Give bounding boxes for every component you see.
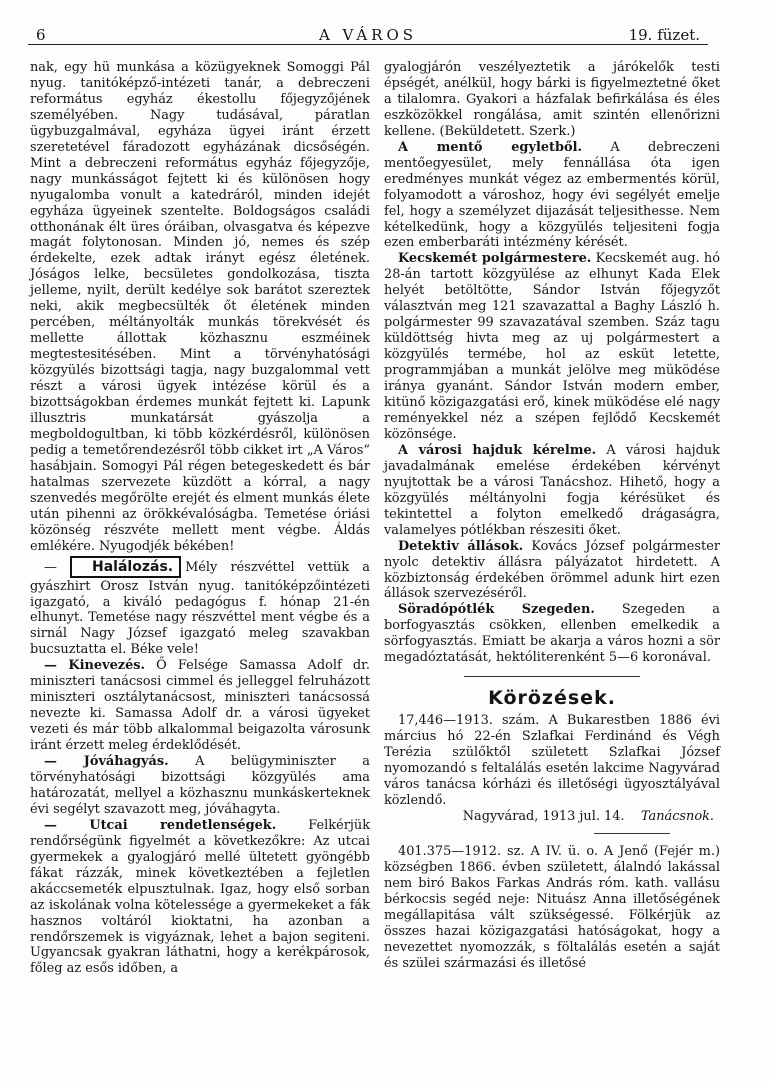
sorado-paragraph [384,602,720,666]
mento-heading: A mentő egyletből. [398,139,582,155]
page-header [28,22,708,45]
section-divider [464,676,640,677]
detektiv-text: Kovács József polgármester nyolc detektiv állásra pályázatot hirdetett. A közbiztonság érdekében örömmel adunk hirt ezen állások szervezéséről. [384,538,720,602]
obituary-somogyi: nak, egy hü munkása a közügyeknek Somoggi Pál nyug. tanitóképző-intézeti tanár, a debreczeni református egyház ékestollu főjegyzőjének személyében. Nagy tudásával, páratlan ügybuzgalmával, egyháza ügyei iránt érzett szeretetével fáradozott egyházának dicsőségén. Mint a debreczeni református egyház főjegyzője, nagy munkásságot fejtett ki és különösen hogy nyugalomba vonult a katedráról, minden idejét egyháza ügyeinek szentelte. Boldogságos családi otthonának élt üres óráiban, olvasgatva és képezve magát folytonosan. Minden jó, nemes és szép érdekelte, ezek adtak irányt egész életének. Jóságos lelke, becsületes gondolkozása, tiszta jelleme, nyilt, derült kedélye sok barátot szereztek neki, akik megbecsülték őt életének minden percében, méltányolták munkás törekvését és mellette állottak közhasznu eszméinek megtestesitésében. Mint a törvényhatósági közgyülés bizottsági tagja, nagy buzgalommal vett részt a városi ügyek intézése körül és a bizottságokban érdemes munkát fejtett ki. Lapunk illusztris munkatársát gyászolja a megboldogultban, ki több közkérdésről, különösen pedig a temetőrendezésről több cikket irt „A Város“ hasábjain. Somogyi Pál régen betegeskedett és bár hatalmas szervezete küzdött a kórral, a nagy szenvedés megőrölte erejét és elment munkás élete után pihenni az örökkévalóságba. Temetése óriási közönség részvéte mellett ment végbe. Áldás emlékére. Nyugodjék békében! [30,60,370,554]
korozes-1-office: Tanácsnok. [640,808,714,824]
halalozas-paragraph [30,555,370,659]
kinevezes-heading: — Kinevezés. [44,658,146,674]
left-column [30,60,370,977]
korozes-2: 401.375—1912. sz. A IV. ü. o. A Jenő (Fejér m.) községben 1866. évben született, álalndó lakással nem biró Bakos Farkas András róm. kath. vallásu bérkocsis segéd neje: Nituász Anna illetőségének megállapitása vált szükségessé. Fölkérjük az összes hazai közigazgatási hatóságokat, hogy a nevezettet nyomozzák, s föltalálás esetén a saját és szülei származási és illetősé [384,843,720,971]
sorado-heading: Söradópótlék Szegeden. [398,602,595,618]
detektiv-paragraph [384,539,720,603]
mento-text: A debreczeni mentőegyesület, mely fennállása óta igen eredményes munkát végez az embermentés körül, folyamodott a városhoz, hogy évi segélyét emelje fel, hogy a személyzet dijazását teljesithesse. Nem kételkedünk, hogy a közgyülés teljesiteni fogja ezen emberbaráti intézmény kérését. [384,139,720,251]
johagyas-heading: — Jóváhagyás. [44,754,169,770]
kecskemet-paragraph [384,251,720,442]
right-column [384,60,720,971]
halalozas-text: Mély részvéttel vettük a gyászhirt Orosz István nyug. tanitóképzőintézeti igazgató, a kiváló pedagógus f. hónap 21-én elhunyt. Temetése nagy részvéttel ment végbe és a sirnál Nagy József igazgató meleg szavakban bucsuztatta el. Béke vele! [30,559,370,658]
hajduk-heading: A városi hajduk kérelme. [398,442,597,458]
hajduk-paragraph [384,443,720,539]
kinevezes-paragraph [30,658,370,754]
utcai-text: Felkérjük rendőrségünk figyelmét a következőkre: Az utcai gyermekek a gyalogjáró mellé ültetett gyöngébb fákat rázzák, minek következtében a fejletlen akáccsemeték elpusztulnak. Igaz, hogy első sorban az iskolának volna kötelessége a gyermekeket a fák hasznos voltáról kioktatni, ha azonban a rendőrszemek is vigyáznak, lehet a bajon segiteni. Ugyancsak gyakran láthatni, hogy a kerékpárosok, főleg az esős időben, a [30,817,370,977]
detektiv-heading: Detektiv állások. [398,538,524,554]
halalozas-boxed-heading: Halálozás. [70,556,181,578]
kecskemet-text: Kecskemét aug. hó 28-án tartott közgyülése az elhunyt Kada Elek helyét betöltötte, Sándor István főjegyzőt választván meg 121 szavazattal a Baghy László h. polgármester 99 szavazatával szemben. Száz tagu küldöttség hivta meg az uj polgármestert a közgyülés termébe, hol az esküt letette, programmjában a munkát jelölve meg müködése iránya gyanánt. Sándor István modern ember, kitünő közigazgatási erő, kinek müködése elé nagy reményekkel néz a szépen fejlődő Kecskemét közönsége. [384,251,720,442]
sorado-text: Szegeden a borfogyasztás csökken, ellenben emelkedik a sörfogyasztás. Emiatt be akarja a város hozni a sör megadóztatását, hektóliterenként 5—6 koronával. [384,602,720,666]
kinevezes-text: Ő Felsége Samassa Adolf dr. miniszteri tanácsosi cimmel és jelleggel felruházott miniszteri osztálytanácsost, miniszteri tanácsossá nevezte ki. Samassa Adolf dr. a városi ügyeket vezeti és már több alkalommal beigazolta városunk iránt érzett meleg érdeklődését. [30,658,370,754]
korozes-1: 17,446—1913. szám. A Bukarestben 1886 évi március hó 22-én Szlafkai Ferdinánd és Végh Terézia szülőktől született Szlafkai József nyomozandó s feltalálás esetén lakcime Nagyvárad város tanácsa kórházi és illetőségi ügyosztályával közlendő. [384,713,720,808]
kecskemet-heading: Kecskemét polgármestere. [398,251,592,267]
mento-paragraph [384,140,720,252]
korozes-1-place-date: Nagyvárad, 1913 jul. 14. [462,808,625,824]
utcai-paragraph [30,818,370,978]
halalozas-dash: — [44,559,57,575]
johagyas-text: A belügyminiszter a törvényhatósági bizottsági közgyülés ama határozatát, mellyel a közhasznu munkáskerteknek évi segélyt szavazott meg, jóváhagyta. [30,754,370,817]
journal-title: A VÁROS [318,26,418,44]
utcai-heading: — Utcai rendetlenségek. [44,817,277,833]
notice-divider [594,833,670,834]
johagyas-paragraph [30,754,370,818]
korozesek-heading: Körözések. [488,687,616,710]
utcai-continued: gyalogjárón veszélyeztetik a járókelők testi épségét, anélkül, hogy bárki is figyelmeztetné őket a tilalomra. Gyakori a házfalak befirkálása és éles eszközökkel rongálása, amit szintén ellenőrizni kellene. (Beküldetett. Szerk.) [384,60,720,139]
hajduk-text: A városi hajduk javadalmának emelése érdekében kérvényt nyujtottak be a városi Tanácshoz. Hihető, hogy a közgyülés méltányolni fogja kérésüket és tekintettel a folyton emelkedő drágaságra, valamelyes pótlékban részesiti őket. [384,442,720,538]
page-number: 6 [36,26,46,44]
issue-number: 19. füzet. [628,26,700,44]
korozes-1-signature [384,809,720,825]
